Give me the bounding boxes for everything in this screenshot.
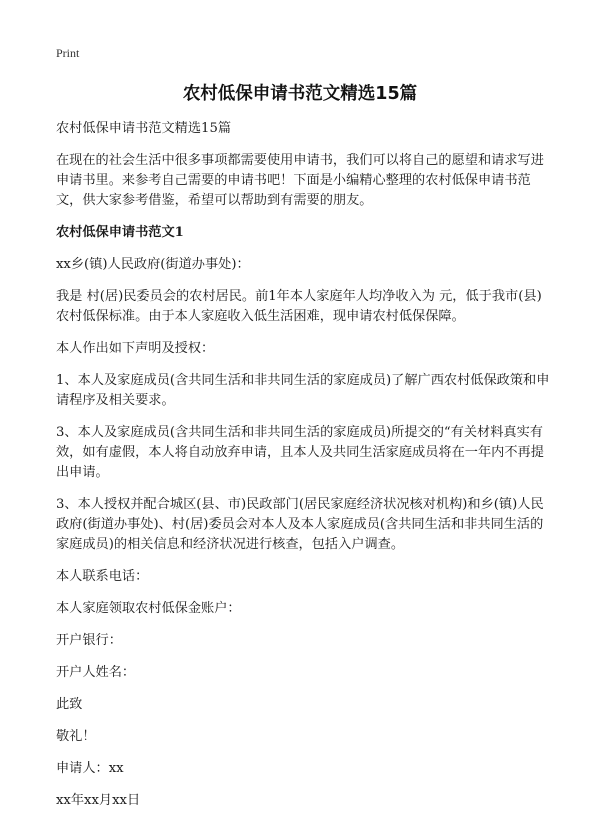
declaration-item-1: 1、本人及家庭成员(含共同生活和非共同生活的家庭成员)了解广西农村低保政策和申请程序及相关要求。 bbox=[56, 373, 550, 408]
phone-field: 本人联系电话： bbox=[56, 569, 149, 584]
intro-paragraph: 在现在的社会生活中很多事项都需要使用申请书，我们可以将自己的愿望和请求写进申请书里。来参考自己需要的申请书吧！下面是小编精心整理的农村低保申请书范文，供大家参考借鉴，希望可以帮助到有需要的朋友。 bbox=[56, 153, 544, 208]
page-title: 农村低保申请书范文精选15篇 bbox=[182, 84, 418, 104]
print-link[interactable]: Print bbox=[56, 46, 80, 60]
holder-field: 开户人姓名： bbox=[56, 665, 136, 680]
declaration-item-3: 3、本人授权并配合城区(县、市)民政部门(居民家庭经济状况核对机构)和乡(镇)人民政府(街道办事处)、村(居)委员会对本人及本人家庭成员(含共同生活和非共同生活的家庭成员)的相关信息和经济状况进行核查，包括入户调查。 bbox=[56, 497, 544, 552]
account-field: 本人家庭领取农村低保金账户： bbox=[56, 601, 241, 616]
date-line: xx年xx月xx日 bbox=[56, 793, 141, 808]
bank-field: 开户银行： bbox=[56, 633, 122, 648]
closing-line-2: 敬礼！ bbox=[56, 729, 96, 744]
declaration-item-2: 3、本人及家庭成员(含共同生活和非共同生活的家庭成员)所提交的“有关材料真实有效，如有虚假，本人将自动放弃申请，且本人及共同生活家庭成员将在一年内不再提出申请。 bbox=[56, 425, 544, 480]
applicant-line: 申请人：xx bbox=[56, 761, 124, 776]
article-body bbox=[56, 119, 552, 823]
addressee-paragraph: xx乡(镇)人民政府(街道办事处)： bbox=[56, 257, 250, 272]
lead-paragraph: 农村低保申请书范文精选15篇 bbox=[56, 121, 232, 136]
declaration-paragraph: 本人作出如下声明及授权： bbox=[56, 341, 215, 356]
body-paragraph: 我是 村(居)民委员会的农村居民。前1年本人家庭年人均净收入为 元，低于我市(县)农村低保标准。由于本人家庭收入低生活困难，现申请农村低保保障。 bbox=[56, 289, 542, 324]
closing-line-1: 此致 bbox=[56, 697, 83, 712]
section-title: 农村低保申请书范文1 bbox=[56, 225, 184, 240]
